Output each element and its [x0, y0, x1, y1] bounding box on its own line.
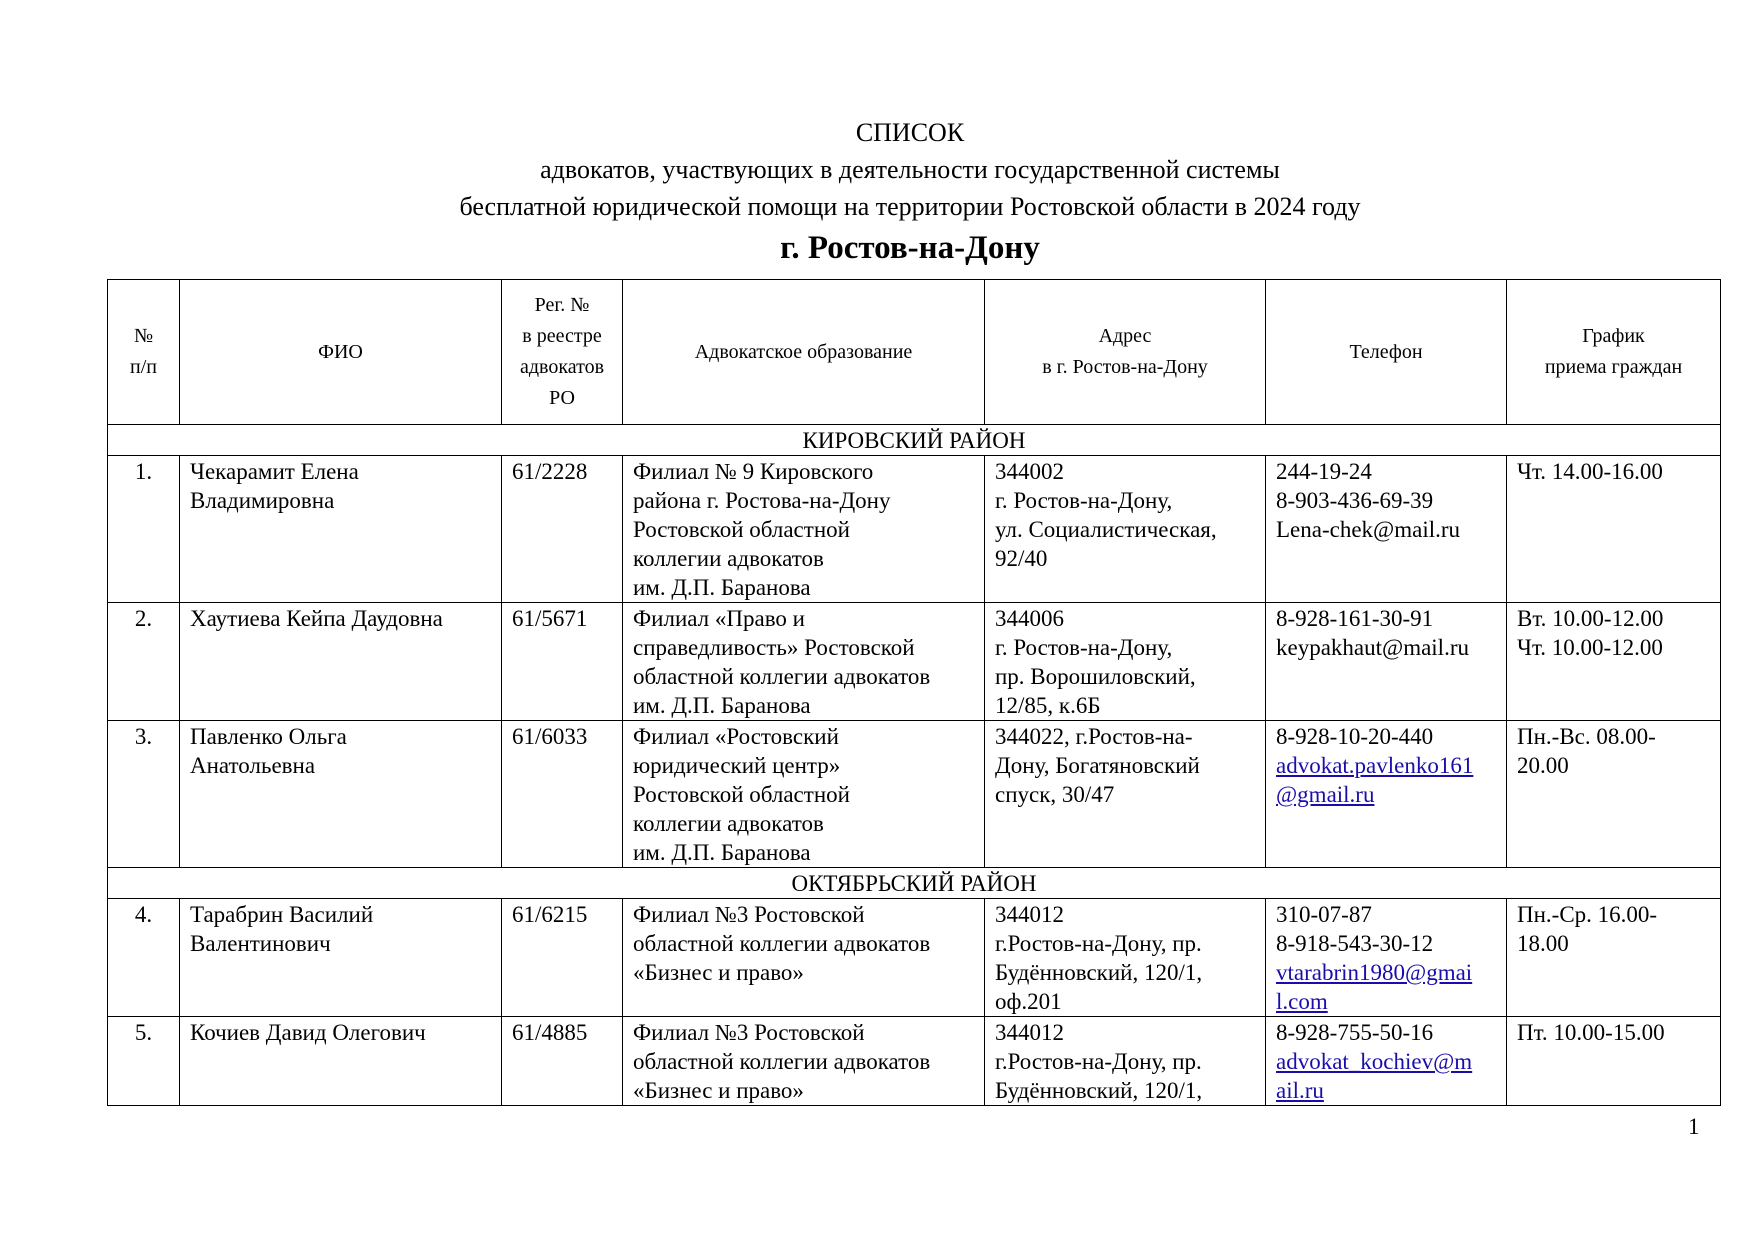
- column-header-text: Адвокатское образование: [694, 340, 913, 363]
- col-header-organization: [623, 280, 985, 425]
- phone-contacts: [1266, 603, 1507, 721]
- address-line: ул. Социалистическая,: [995, 517, 1217, 542]
- column-header-text: График: [1582, 325, 1645, 347]
- address-line: г. Ростов-на-Дону,: [995, 635, 1173, 660]
- phone-contacts: [1266, 721, 1507, 868]
- phone-line: 8-928-161-30-91: [1276, 606, 1434, 631]
- organization-line: Филиал «Право и: [633, 606, 805, 631]
- bar-organization: [623, 456, 985, 603]
- column-header-text: Рег. №: [534, 294, 590, 316]
- phone-contacts: [1266, 899, 1507, 1017]
- reception-schedule: [1507, 721, 1721, 868]
- bar-organization: [623, 899, 985, 1017]
- schedule-line: Вт. 10.00-12.00: [1517, 606, 1664, 631]
- organization-line: коллегии адвокатов: [633, 811, 824, 836]
- lawyer-name-line: Владимировна: [190, 488, 335, 513]
- col-header-schedule: [1507, 280, 1721, 425]
- district-name: КИРОВСКИЙ РАЙОН: [108, 425, 1721, 456]
- address: [985, 603, 1266, 721]
- address-line: 92/40: [995, 546, 1048, 571]
- col-header-phone: [1266, 280, 1507, 425]
- bar-organization: [623, 1017, 985, 1106]
- schedule-line: Пт. 10.00-15.00: [1517, 1020, 1665, 1045]
- column-header-text: в реестре: [522, 325, 602, 347]
- phone-contacts: [1266, 1017, 1507, 1106]
- organization-line: района г. Ростова-на-Дону: [633, 488, 891, 513]
- address-line: г. Ростов-на-Дону,: [995, 488, 1173, 513]
- row-number: 4.: [108, 899, 180, 1017]
- city-heading: г. Ростов-на-Дону: [780, 230, 1040, 266]
- column-header-text: адвокатов: [519, 356, 605, 378]
- lawyer-name: [180, 721, 502, 868]
- organization-line: «Бизнес и право»: [633, 960, 804, 985]
- table-body: [108, 425, 1721, 1106]
- bar-organization: [623, 603, 985, 721]
- registry-number: 61/2228: [502, 456, 623, 603]
- organization-line: Ростовской областной: [633, 517, 850, 542]
- lawyer-name-line: Хаутиева Кейпа Даудовна: [190, 606, 443, 631]
- row-number: 2.: [108, 603, 180, 721]
- column-header-text: в г. Ростов-на-Дону: [1042, 356, 1208, 378]
- organization-line: областной коллегии адвокатов: [633, 931, 931, 956]
- lawyer-name-line: Чекарамит Елена: [190, 459, 359, 484]
- organization-line: им. Д.П. Баранова: [633, 840, 811, 865]
- column-header-text: Адрес: [1098, 325, 1152, 347]
- reception-schedule: [1507, 603, 1721, 721]
- col-header-address: [985, 280, 1266, 425]
- district-name: ОКТЯБРЬСКИЙ РАЙОН: [108, 868, 1721, 899]
- organization-line: им. Д.П. Баранова: [633, 693, 811, 718]
- address-line: пр. Ворошиловский,: [995, 664, 1196, 689]
- lawyer-name-line: Кочиев Давид Олегович: [190, 1020, 426, 1045]
- registry-number: 61/6215: [502, 899, 623, 1017]
- lawyer-name: [180, 456, 502, 603]
- column-header-text: п/п: [130, 356, 157, 378]
- col-header-reg-number: [502, 280, 623, 425]
- address-line: 344012: [995, 1020, 1064, 1045]
- col-header-fio: [180, 280, 502, 425]
- column-header-text: ФИО: [318, 340, 363, 363]
- organization-line: юридический центр»: [633, 753, 841, 778]
- organization-line: Филиал № 9 Кировского: [633, 459, 874, 484]
- district-row: [108, 868, 1721, 899]
- address-line: г.Ростов-на-Дону, пр.: [995, 931, 1202, 956]
- table-header-row: [108, 280, 1721, 425]
- address: [985, 899, 1266, 1017]
- district-row: [108, 425, 1721, 456]
- schedule-line: Пн.-Ср. 16.00-: [1517, 902, 1658, 927]
- schedule-line: 18.00: [1517, 931, 1569, 956]
- address-line: 344022, г.Ростов-на-: [995, 724, 1193, 749]
- address-line: 344012: [995, 902, 1064, 927]
- email-link[interactable]: vtarabrin1980@gmai: [1276, 960, 1473, 985]
- organization-line: коллегии адвокатов: [633, 546, 824, 571]
- phone-line: Lena-chek@mail.ru: [1276, 517, 1461, 542]
- row-number: 1.: [108, 456, 180, 603]
- organization-line: Ростовской областной: [633, 782, 850, 807]
- lawyer-name-line: Павленко Ольга: [190, 724, 347, 749]
- organization-line: «Бизнес и право»: [633, 1078, 804, 1103]
- phone-contacts: [1266, 456, 1507, 603]
- schedule-line: Чт. 10.00-12.00: [1517, 635, 1663, 660]
- address-line: 344002: [995, 459, 1064, 484]
- lawyer-name-line: Анатольевна: [190, 753, 316, 778]
- email-link[interactable]: advokat.pavlenko161: [1276, 753, 1474, 778]
- phone-line: 310-07-87: [1276, 902, 1372, 927]
- address: [985, 456, 1266, 603]
- lawyer-name: [180, 899, 502, 1017]
- organization-line: им. Д.П. Баранова: [633, 575, 811, 600]
- address-line: 12/85, к.6Б: [995, 693, 1101, 718]
- table-row: [108, 456, 1721, 603]
- phone-line: keypakhaut@mail.ru: [1276, 635, 1469, 660]
- registry-number: 61/6033: [502, 721, 623, 868]
- organization-line: Филиал №3 Ростовской: [633, 902, 865, 927]
- schedule-line: Чт. 14.00-16.00: [1517, 459, 1663, 484]
- address-line: спуск, 30/47: [995, 782, 1115, 807]
- phone-line: 244-19-24: [1276, 459, 1372, 484]
- table-row: [108, 721, 1721, 868]
- column-header-text: Телефон: [1349, 340, 1423, 363]
- lawyer-name-line: Тарабрин Василий: [190, 902, 374, 927]
- title-line-3: бесплатной юридической помощи на территории Ростовской области в 2024 году: [459, 192, 1361, 221]
- column-header-text: РО: [549, 387, 575, 409]
- address-line: оф.201: [995, 989, 1062, 1014]
- reception-schedule: [1507, 456, 1721, 603]
- schedule-line: 20.00: [1517, 753, 1569, 778]
- row-number: 3.: [108, 721, 180, 868]
- email-link[interactable]: l.com: [1276, 989, 1328, 1014]
- lawyer-name: [180, 603, 502, 721]
- bar-organization: [623, 721, 985, 868]
- email-link[interactable]: @gmail.ru: [1276, 782, 1375, 807]
- table-row: [108, 899, 1721, 1017]
- lawyer-name: [180, 1017, 502, 1106]
- page-number: 1: [1688, 1114, 1700, 1139]
- address: [985, 721, 1266, 868]
- address-line: 344006: [995, 606, 1064, 631]
- reception-schedule: [1507, 1017, 1721, 1106]
- column-header-text: приема граждан: [1544, 356, 1683, 378]
- reception-schedule: [1507, 899, 1721, 1017]
- address-line: г.Ростов-на-Дону, пр.: [995, 1049, 1202, 1074]
- organization-line: областной коллегии адвокатов: [633, 664, 931, 689]
- address-line: Будённовский, 120/1,: [995, 960, 1203, 985]
- phone-line: 8-928-10-20-440: [1276, 724, 1434, 749]
- row-number: 5.: [108, 1017, 180, 1106]
- phone-line: 8-918-543-30-12: [1276, 931, 1434, 956]
- table-row: [108, 603, 1721, 721]
- title-line-2: адвокатов, участвующих в деятельности государственной системы: [540, 155, 1280, 184]
- organization-line: Филиал №3 Ростовской: [633, 1020, 865, 1045]
- phone-line: 8-903-436-69-39: [1276, 488, 1434, 513]
- registry-number: 61/5671: [502, 603, 623, 721]
- schedule-line: Пн.-Вс. 08.00-: [1517, 724, 1656, 749]
- email-link[interactable]: advokat_kochiev@m: [1276, 1049, 1473, 1074]
- title-block: [0, 114, 1756, 269]
- title-line-1: СПИСОК: [855, 118, 965, 147]
- organization-line: Филиал «Ростовский: [633, 724, 839, 749]
- registry-number: 61/4885: [502, 1017, 623, 1106]
- table-row: [108, 1017, 1721, 1106]
- lawyers-table: [107, 279, 1721, 1106]
- address-line: Дону, Богатяновский: [995, 753, 1200, 778]
- column-header-text: №: [133, 325, 154, 347]
- lawyer-name-line: Валентинович: [190, 931, 331, 956]
- email-link[interactable]: ail.ru: [1276, 1078, 1324, 1103]
- organization-line: областной коллегии адвокатов: [633, 1049, 931, 1074]
- organization-line: справедливость» Ростовской: [633, 635, 915, 660]
- address-line: Будённовский, 120/1,: [995, 1078, 1203, 1103]
- phone-line: 8-928-755-50-16: [1276, 1020, 1434, 1045]
- address: [985, 1017, 1266, 1106]
- col-header-number: [108, 280, 180, 425]
